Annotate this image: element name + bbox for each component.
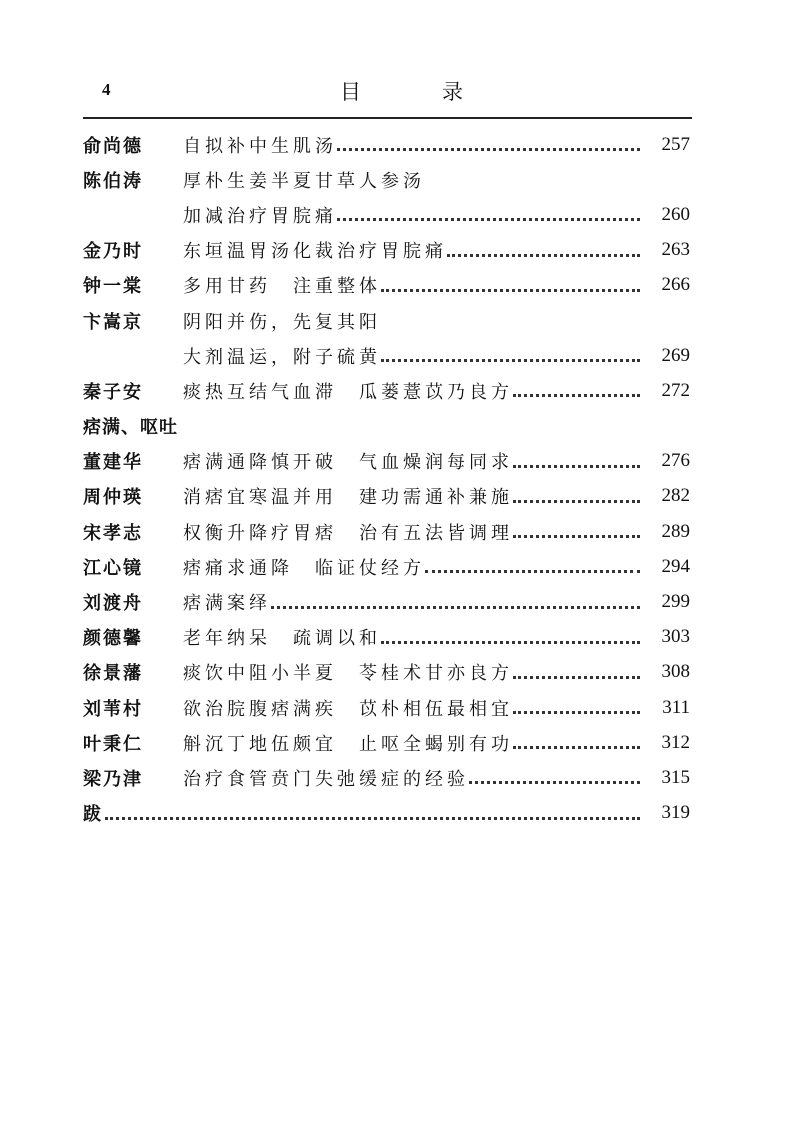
entry-page-number: 311 xyxy=(662,696,690,718)
entry-page-number: 272 xyxy=(661,379,690,401)
entry-author: 卞嵩京 xyxy=(83,311,143,333)
toc-entry[interactable] xyxy=(83,268,690,303)
toc-entry[interactable] xyxy=(83,796,690,831)
dot-leader xyxy=(425,570,640,573)
dot-leader xyxy=(513,711,640,714)
toc-entry[interactable] xyxy=(83,444,690,479)
entry-page-number: 319 xyxy=(661,802,690,824)
entry-author: 俞尚德 xyxy=(83,135,143,157)
entry-author: 梁乃津 xyxy=(83,768,143,790)
dot-leader xyxy=(469,781,640,784)
entry-title: 消痞宜寒温并用 建功需通补兼施 xyxy=(183,487,513,509)
entry-page-number: 303 xyxy=(661,626,690,648)
entry-page-number: 263 xyxy=(661,239,690,261)
entry-title: 痞满通降慎开破 气血燥润每同求 xyxy=(183,452,513,474)
entry-title: 斛沉丁地伍颇宜 止呕全蝎别有功 xyxy=(183,733,513,755)
entry-page-number: 312 xyxy=(661,731,690,753)
entry-page-number: 299 xyxy=(661,591,690,613)
dot-leader xyxy=(271,606,640,609)
dot-leader xyxy=(513,676,640,679)
entry-page-number: 257 xyxy=(661,133,690,155)
section-heading: 痞满、呕吐 xyxy=(83,417,178,439)
entry-title: 老年纳呆 疏调以和 xyxy=(183,628,381,650)
dot-leader xyxy=(447,254,640,257)
entry-page-number: 282 xyxy=(661,485,690,507)
toc-entry[interactable] xyxy=(83,479,690,514)
entry-title: 治疗食管贲门失弛缓症的经验 xyxy=(183,768,469,790)
entry-title: 东垣温胃汤化裁治疗胃脘痛 xyxy=(183,241,447,263)
dot-leader xyxy=(513,500,640,503)
entry-author: 刘苇村 xyxy=(83,698,143,720)
entry-author: 江心镜 xyxy=(83,557,143,579)
entry-author: 陈伯涛 xyxy=(83,170,143,192)
entry-author: 钟一棠 xyxy=(83,276,143,298)
entry-author: 周仲瑛 xyxy=(83,487,143,509)
toc-entry[interactable] xyxy=(83,760,690,795)
toc-entry[interactable] xyxy=(83,373,690,408)
entry-page-number: 266 xyxy=(661,274,690,296)
dot-leader xyxy=(105,817,640,820)
table-of-contents xyxy=(83,127,690,831)
toc-entry[interactable] xyxy=(83,690,690,725)
entry-author: 秦子安 xyxy=(83,381,143,403)
page-title: 目 录 xyxy=(340,80,493,104)
dot-leader xyxy=(381,359,640,362)
entry-title: 痞满案绎 xyxy=(183,593,271,615)
toc-entry[interactable] xyxy=(83,514,690,549)
entry-title: 大剂温运，附子硫黄 xyxy=(183,346,381,368)
entry-page-number: 294 xyxy=(661,555,690,577)
entry-page-number: 308 xyxy=(661,661,690,683)
entry-title: 欲治脘腹痞满疾 苡朴相伍最相宜 xyxy=(183,698,513,720)
entry-title: 权衡升降疗胃痞 治有五法皆调理 xyxy=(183,522,513,544)
dot-leader xyxy=(337,148,640,151)
entry-title: 阴阳并伤，先复其阳 xyxy=(183,311,381,333)
toc-entry[interactable] xyxy=(83,655,690,690)
entry-author: 徐景藩 xyxy=(83,663,143,685)
toc-entry[interactable] xyxy=(83,233,690,268)
entry-title: 跋 xyxy=(83,804,105,826)
entry-title: 自拟补中生肌汤 xyxy=(183,135,337,157)
entry-page-number: 276 xyxy=(661,450,690,472)
toc-entry[interactable] xyxy=(83,620,690,655)
entry-page-number: 260 xyxy=(661,203,690,225)
entry-author: 宋孝志 xyxy=(83,522,143,544)
entry-author: 刘渡舟 xyxy=(83,593,143,615)
dot-leader xyxy=(513,535,640,538)
entry-title: 多用甘药 注重整体 xyxy=(183,276,381,298)
entry-title: 加减治疗胃脘痛 xyxy=(183,205,337,227)
entry-title: 厚朴生姜半夏甘草人参汤 xyxy=(183,170,425,192)
page-number: 4 xyxy=(102,80,111,99)
toc-entry[interactable] xyxy=(83,584,690,619)
entry-title: 痰饮中阻小半夏 苓桂术甘亦良方 xyxy=(183,663,513,685)
dot-leader xyxy=(513,746,640,749)
entry-page-number: 289 xyxy=(661,520,690,542)
entry-author: 金乃时 xyxy=(83,241,143,263)
entry-page-number: 269 xyxy=(661,344,690,366)
toc-entry[interactable] xyxy=(83,127,690,162)
toc-entry[interactable] xyxy=(83,303,690,338)
entry-author: 叶秉仁 xyxy=(83,733,143,755)
toc-entry[interactable] xyxy=(83,162,690,197)
toc-entry[interactable] xyxy=(83,338,690,373)
entry-title: 痰热互结气血滞 瓜蒌薏苡乃良方 xyxy=(183,381,513,403)
header-rule xyxy=(83,117,692,119)
toc-entry[interactable] xyxy=(83,725,690,760)
dot-leader xyxy=(337,218,640,221)
entry-author: 董建华 xyxy=(83,452,143,474)
dot-leader xyxy=(513,465,640,468)
toc-entry[interactable] xyxy=(83,197,690,232)
entry-title: 痞痛求通降 临证仗经方 xyxy=(183,557,425,579)
entry-author: 颜德馨 xyxy=(83,628,143,650)
dot-leader xyxy=(513,394,640,397)
entry-page-number: 315 xyxy=(661,766,690,788)
dot-leader xyxy=(381,289,640,292)
dot-leader xyxy=(381,641,640,644)
toc-entry[interactable] xyxy=(83,549,690,584)
